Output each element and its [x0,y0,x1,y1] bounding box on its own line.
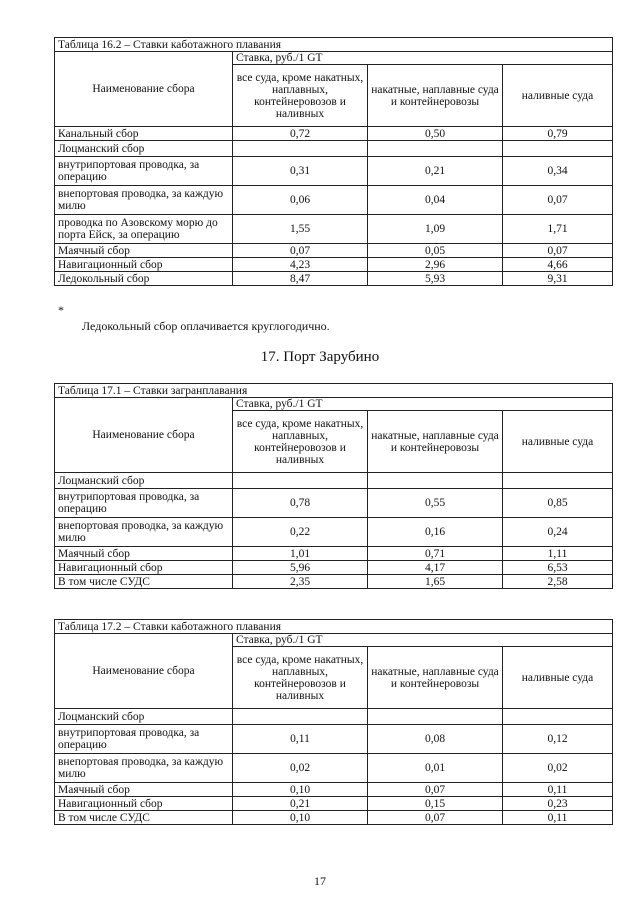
cell-value: 4,23 [233,258,368,272]
name-header: Наименование сбора [55,398,233,473]
cell-value: 0,15 [368,797,503,811]
cell-value: 0,11 [503,811,613,825]
cell-value: 9,31 [503,272,613,286]
cell-value: 0,31 [233,157,368,186]
cell-value: 2,35 [233,575,368,589]
cell-value: 0,01 [368,754,503,783]
cell-value: 0,11 [233,725,368,754]
page-number: 17 [314,874,326,888]
row-name: В том числе СУДС [55,575,233,589]
cell-value: 0,85 [503,489,613,518]
cell-value [503,473,613,489]
footnote-text: Ледокольный сбор оплачивается круглогодично. [82,319,330,333]
cell-value: 0,05 [368,244,503,258]
cell-value: 0,02 [233,754,368,783]
cell-value: 0,07 [233,244,368,258]
col-header: накатные, наплавные суда и контейнеровозы [368,647,503,709]
cell-value: 0,71 [368,547,503,561]
row-name: Лоцманский сбор [55,709,233,725]
table-caption: Таблица 17.2 – Ставки каботажного плавания [55,620,613,634]
table-row [55,258,613,272]
col-header: наливные суда [503,411,613,473]
row-name: Ледокольный сбор [55,272,233,286]
row-name: Навигационный сбор [55,797,233,811]
cell-value: 0,06 [233,186,368,215]
cell-value [233,473,368,489]
cell-value: 0,10 [233,811,368,825]
cell-value: 0,23 [503,797,613,811]
table-17-1 [54,383,613,589]
cell-value: 1,09 [368,215,503,244]
cell-value: 1,01 [233,547,368,561]
table-row [55,141,613,157]
table-row [55,725,613,754]
cell-value: 4,66 [503,258,613,272]
row-name: внутрипортовая проводка, за операцию [55,157,233,186]
cell-value: 0,07 [503,244,613,258]
cell-value: 0,78 [233,489,368,518]
table-row [55,754,613,783]
row-name: внутрипортовая проводка, за операцию [55,725,233,754]
table-row [55,561,613,575]
table-row [55,575,613,589]
row-name: Маячный сбор [55,547,233,561]
table-16-2 [54,37,613,286]
cell-value [368,473,503,489]
section-heading: 17. Порт Зарубино [260,349,380,365]
col-header: накатные, наплавные суда и контейнеровозы [368,65,503,127]
row-name: внепортовая проводка, за каждую милю [55,754,233,783]
table-caption: Таблица 17.1 – Ставки загранплавания [55,384,613,398]
cell-value: 1,71 [503,215,613,244]
table-row [55,186,613,215]
cell-value: 0,55 [368,489,503,518]
name-header: Наименование сбора [55,52,233,127]
col-header: накатные, наплавные суда и контейнеровозы [368,411,503,473]
cell-value: 0,07 [368,811,503,825]
cell-value: 0,72 [233,127,368,141]
row-name: Лоцманский сбор [55,141,233,157]
row-name: Канальный сбор [55,127,233,141]
cell-value: 0,34 [503,157,613,186]
cell-value [233,141,368,157]
cell-value: 0,79 [503,127,613,141]
footnote-mark: * [58,303,64,317]
table-row [55,127,613,141]
row-name: внепортовая проводка, за каждую милю [55,186,233,215]
table-row [55,244,613,258]
table-row [55,783,613,797]
row-name: проводка по Азовскому морю до порта Ейск, за операцию [55,215,233,244]
cell-value: 0,21 [368,157,503,186]
col-header: все суда, кроме накатных, наплавных, контейнеровозов и наливных [233,411,368,473]
cell-value: 0,04 [368,186,503,215]
cell-value: 0,24 [503,518,613,547]
cell-value [368,709,503,725]
cell-value: 4,17 [368,561,503,575]
rate-header: Ставка, руб./1 GT [233,398,613,411]
cell-value: 0,12 [503,725,613,754]
cell-value: 1,11 [503,547,613,561]
row-name: Маячный сбор [55,783,233,797]
row-name: Навигационный сбор [55,561,233,575]
cell-value: 0,08 [368,725,503,754]
table-row [55,518,613,547]
cell-value [233,709,368,725]
table-row [55,709,613,725]
cell-value: 6,53 [503,561,613,575]
cell-value: 0,50 [368,127,503,141]
cell-value: 0,02 [503,754,613,783]
rate-header: Ставка, руб./1 GT [233,634,613,647]
cell-value: 0,21 [233,797,368,811]
row-name: В том числе СУДС [55,811,233,825]
table-row [55,215,613,244]
table-row [55,547,613,561]
cell-value: 0,22 [233,518,368,547]
cell-value [503,141,613,157]
cell-value: 1,65 [368,575,503,589]
rate-header: Ставка, руб./1 GT [233,52,613,65]
row-name: внутрипортовая проводка, за операцию [55,489,233,518]
cell-value: 0,16 [368,518,503,547]
cell-value [503,709,613,725]
table-row [55,272,613,286]
cell-value: 5,93 [368,272,503,286]
cell-value: 0,07 [368,783,503,797]
col-header: наливные суда [503,65,613,127]
cell-value: 5,96 [233,561,368,575]
row-name: Навигационный сбор [55,258,233,272]
cell-value: 8,47 [233,272,368,286]
cell-value [368,141,503,157]
row-name: Лоцманский сбор [55,473,233,489]
row-name: внепортовая проводка, за каждую милю [55,518,233,547]
table-row [55,489,613,518]
cell-value: 2,96 [368,258,503,272]
table-caption: Таблица 16.2 – Ставки каботажного плавания [55,38,613,52]
table-row [55,811,613,825]
table-row [55,157,613,186]
table-17-2 [54,619,613,825]
cell-value: 1,55 [233,215,368,244]
cell-value: 0,10 [233,783,368,797]
cell-value: 0,07 [503,186,613,215]
row-name: Маячный сбор [55,244,233,258]
name-header: Наименование сбора [55,634,233,709]
table-row [55,797,613,811]
col-header: все суда, кроме накатных, наплавных, контейнеровозов и наливных [233,65,368,127]
col-header: наливные суда [503,647,613,709]
cell-value: 2,58 [503,575,613,589]
table-row [55,473,613,489]
cell-value: 0,11 [503,783,613,797]
col-header: все суда, кроме накатных, наплавных, контейнеровозов и наливных [233,647,368,709]
